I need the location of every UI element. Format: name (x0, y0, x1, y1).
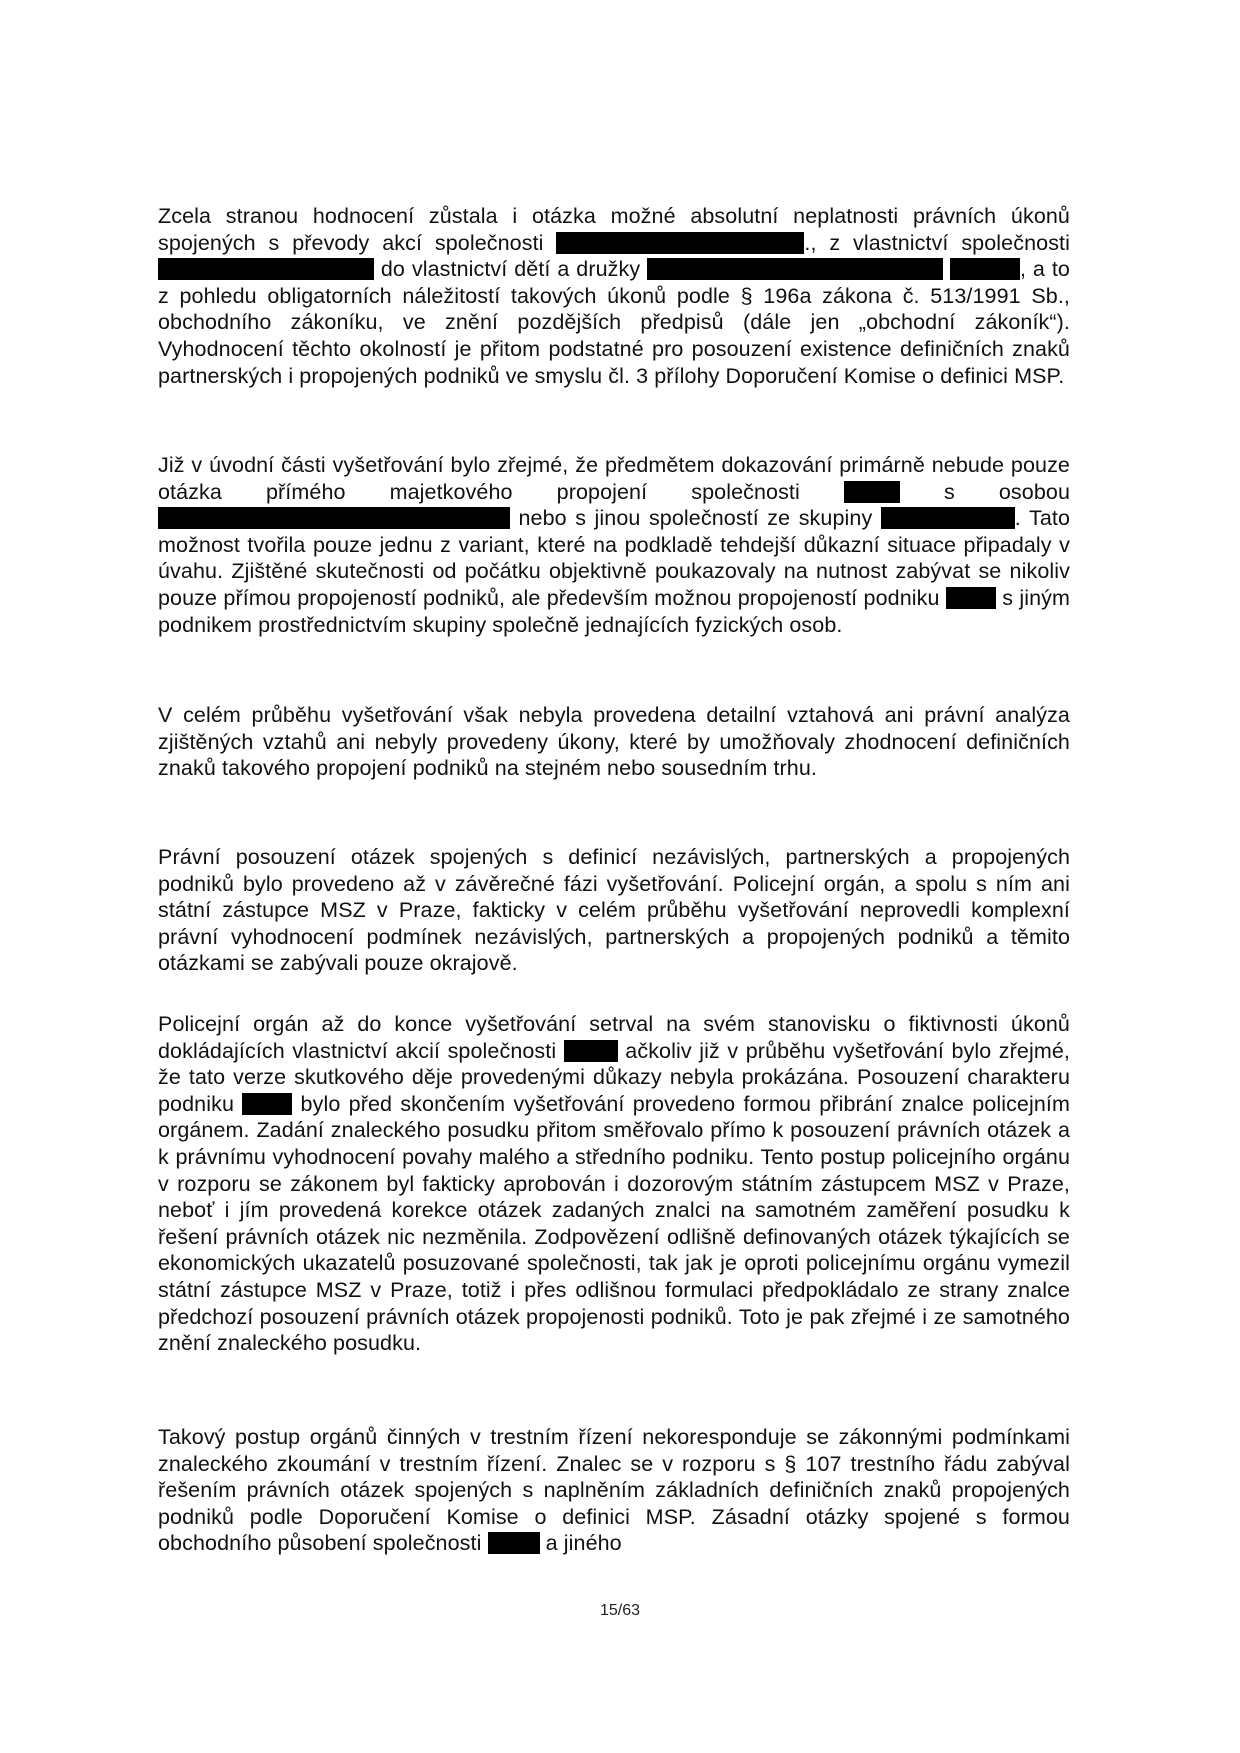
paragraph-4: Právní posouzení otázek spojených s definicí nezávislých, partnerských a propojených podniků bylo provedeno až v závěrečné fázi vyšetřování. Policejní orgán, a spolu s ním ani státní zástupce MSZ v Praze, fakticky v celém průběhu vyšetřování neprovedli komplexní právní vyhodnocení podmínek nezávislých, partnerských a propojených podniků a těmito otázkami se zabývali pouze okrajově. (158, 845, 1070, 976)
redaction-block (946, 587, 996, 609)
paragraph-2-text-1: Již v úvodní části vyšetřování bylo zřejmé, že předmětem dokazování primárně nebude pouze otázka přímého majetkového propojení společnosti (158, 453, 1070, 504)
redaction-block (158, 507, 510, 529)
redaction-block (564, 1040, 618, 1062)
paragraph-2-text-4: . Tato možnost tvořila pouze jednu z variant, které na podkladě tehdejší důkazní situace připadaly v úvahu. Zjištěné skutečnosti od počátku objektivně poukazovaly na nutnost zabývat se nikoliv pouze přímou propojeností podniků, ale především možnou propojeností podniku (158, 506, 1071, 610)
redaction-block (647, 258, 943, 280)
paragraph-5-text-2: ačkoliv již v průběhu vyšetřování bylo zřejmé, že tato verze skutkového děje provedenými důkazy nebyla prokázána. Posouzení charakteru podniku (158, 1038, 1070, 1116)
redaction-block (488, 1532, 540, 1554)
paragraph-1 (158, 203, 1070, 389)
redaction-block (844, 481, 900, 503)
paragraph-2-text-2: s osobou (943, 479, 1071, 504)
redaction-block (158, 258, 374, 280)
paragraph-1-text-1: Zcela stranou hodnocení zůstala i otázka možné absolutní neplatnosti právních úkonů spojených s převody akcí společnosti (158, 204, 1070, 255)
redaction-block (556, 232, 804, 254)
paragraph-5-text-1: Policejní orgán až do konce vyšetřování setrval na svém stanovisku o fiktivnosti úkonů dokládajících vlastnictví akcií společnosti (158, 1012, 1070, 1063)
paragraph-5 (158, 1011, 1070, 1357)
paragraph-6 (158, 1424, 1070, 1557)
paragraph-6-text-2: a jiného (545, 1531, 622, 1556)
redaction-block (881, 507, 1015, 529)
redaction-block (242, 1093, 292, 1115)
page-number: 15/63 (599, 1602, 641, 1619)
paragraph-2-text-5: s jiným podnikem prostřednictvím skupiny společně jednajících fyzických osob. (158, 585, 1071, 637)
paragraph-2-text-3: nebo s jinou společností ze skupiny (518, 506, 873, 531)
paragraph-1-text-2: ., z vlastnictví společnosti (804, 230, 1070, 255)
paragraph-5-text-3: bylo před skončením vyšetřování provedeno formou přibrání znalce policejním orgánem. Zadání znaleckého posudku přitom směřovalo přímo k posouzení právních otázek a k právnímu vyhodnocení povahy malého a středního podniku. Tento postup policejního orgánu v rozporu se zákonem byl fakticky aprobován i dozorovým státním zástupcem MSZ v Praze, neboť i jím provedená korekce otázek zadaných znalci na samotném zaměření posudku k řešení právních otázek nic nezměnila. Zodpovězení odlišně definovaných otázek týkajících se ekonomických ukazatelů posuzované společnosti, tak jak je oproti policejnímu orgánu vymezil státní zástupce MSZ v Praze, totiž i přes odlišnou formulaci předpokládalo ze strany znalce předchozí posouzení právních otázek propojenosti podniků. Toto je pak zřejmé i ze samotného znění znaleckého posudku. (158, 1091, 1071, 1356)
paragraph-1-text-3: do vlastnictví dětí a družky (380, 257, 641, 282)
paragraph-1-text-4: , a to z pohledu obligatorních náležitostí takových úkonů podle § 196a zákona č. 513/1991 Sb., obchodního zákoníku, ve znění pozdějších předpisů (dále jen „obchodní zákoník“). Vyhodnocení těchto okolností je přitom podstatné pro posouzení existence definičních znaků partnerských i propojených podniků ve smyslu čl. 3 přílohy Doporučení Komise o definici MSP. (158, 257, 1070, 388)
paragraph-2 (158, 452, 1070, 638)
paragraph-3: V celém průběhu vyšetřování však nebyla provedena detailní vztahová ani právní analýza zjištěných vztahů ani nebyly provedeny úkony, které by umožňovaly zhodnocení definičních znaků takového propojení podniků na stejném nebo sousedním trhu. (158, 703, 1070, 781)
paragraph-6-text-1: Takový postup orgánů činných v trestním řízení nekoresponduje se zákonnými podmínkami znaleckého zkoumání v trestním řízení. Znalec se v rozporu s § 107 trestního řádu zabýval řešením právních otázek spojených s naplněním základních definičních znaků propojených podniků podle Doporučení Komise o definici MSP. Zásadní otázky spojené s formou obchodního působení společnosti (158, 1425, 1070, 1556)
redaction-block (950, 258, 1020, 280)
